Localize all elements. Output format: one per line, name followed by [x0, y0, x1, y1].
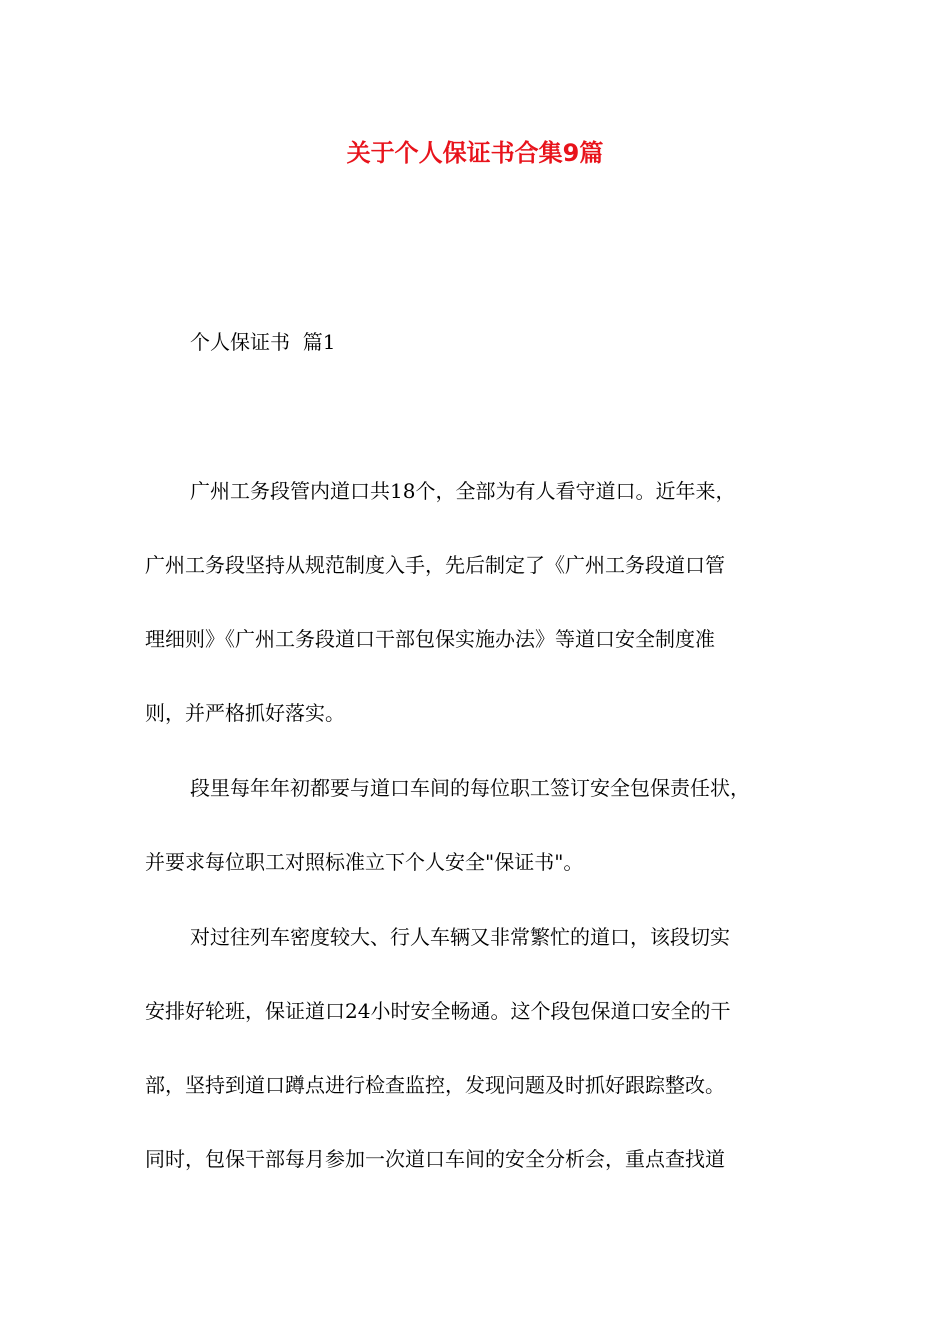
- paragraph-line: 同时，包保干部每月参加一次道口车间的安全分析会，重点查找道: [145, 1147, 725, 1171]
- paragraph-line: 对过往列车密度较大、行人车辆又非常繁忙的道口，该段切实: [190, 925, 730, 949]
- paragraph-line: 安排好轮班，保证道口24小时安全畅通。这个段包保道口安全的干: [145, 999, 731, 1023]
- paragraph-line: 部，坚持到道口蹲点进行检查监控，发现问题及时抓好跟踪整改。: [145, 1073, 725, 1097]
- paragraph-line: 广州工务段坚持从规范制度入手，先后制定了《广州工务段道口管: [145, 553, 725, 577]
- paragraph-line: 广州工务段管内道口共18个，全部为有人看守道口。近年来，: [190, 479, 736, 503]
- document-title: 关于个人保证书合集9篇: [346, 139, 604, 167]
- section-heading: 个人保证书 篇1: [190, 330, 336, 354]
- paragraph-line: 则，并严格抓好落实。: [145, 701, 345, 725]
- paragraph-line: 段里每年年初都要与道口车间的每位职工签订安全包保责任状，: [190, 776, 750, 800]
- paragraph-line: 理细则》《广州工务段道口干部包保实施办法》等道口安全制度准: [145, 627, 715, 651]
- paragraph-line: 并要求每位职工对照标准立下个人安全"保证书"。: [145, 850, 584, 874]
